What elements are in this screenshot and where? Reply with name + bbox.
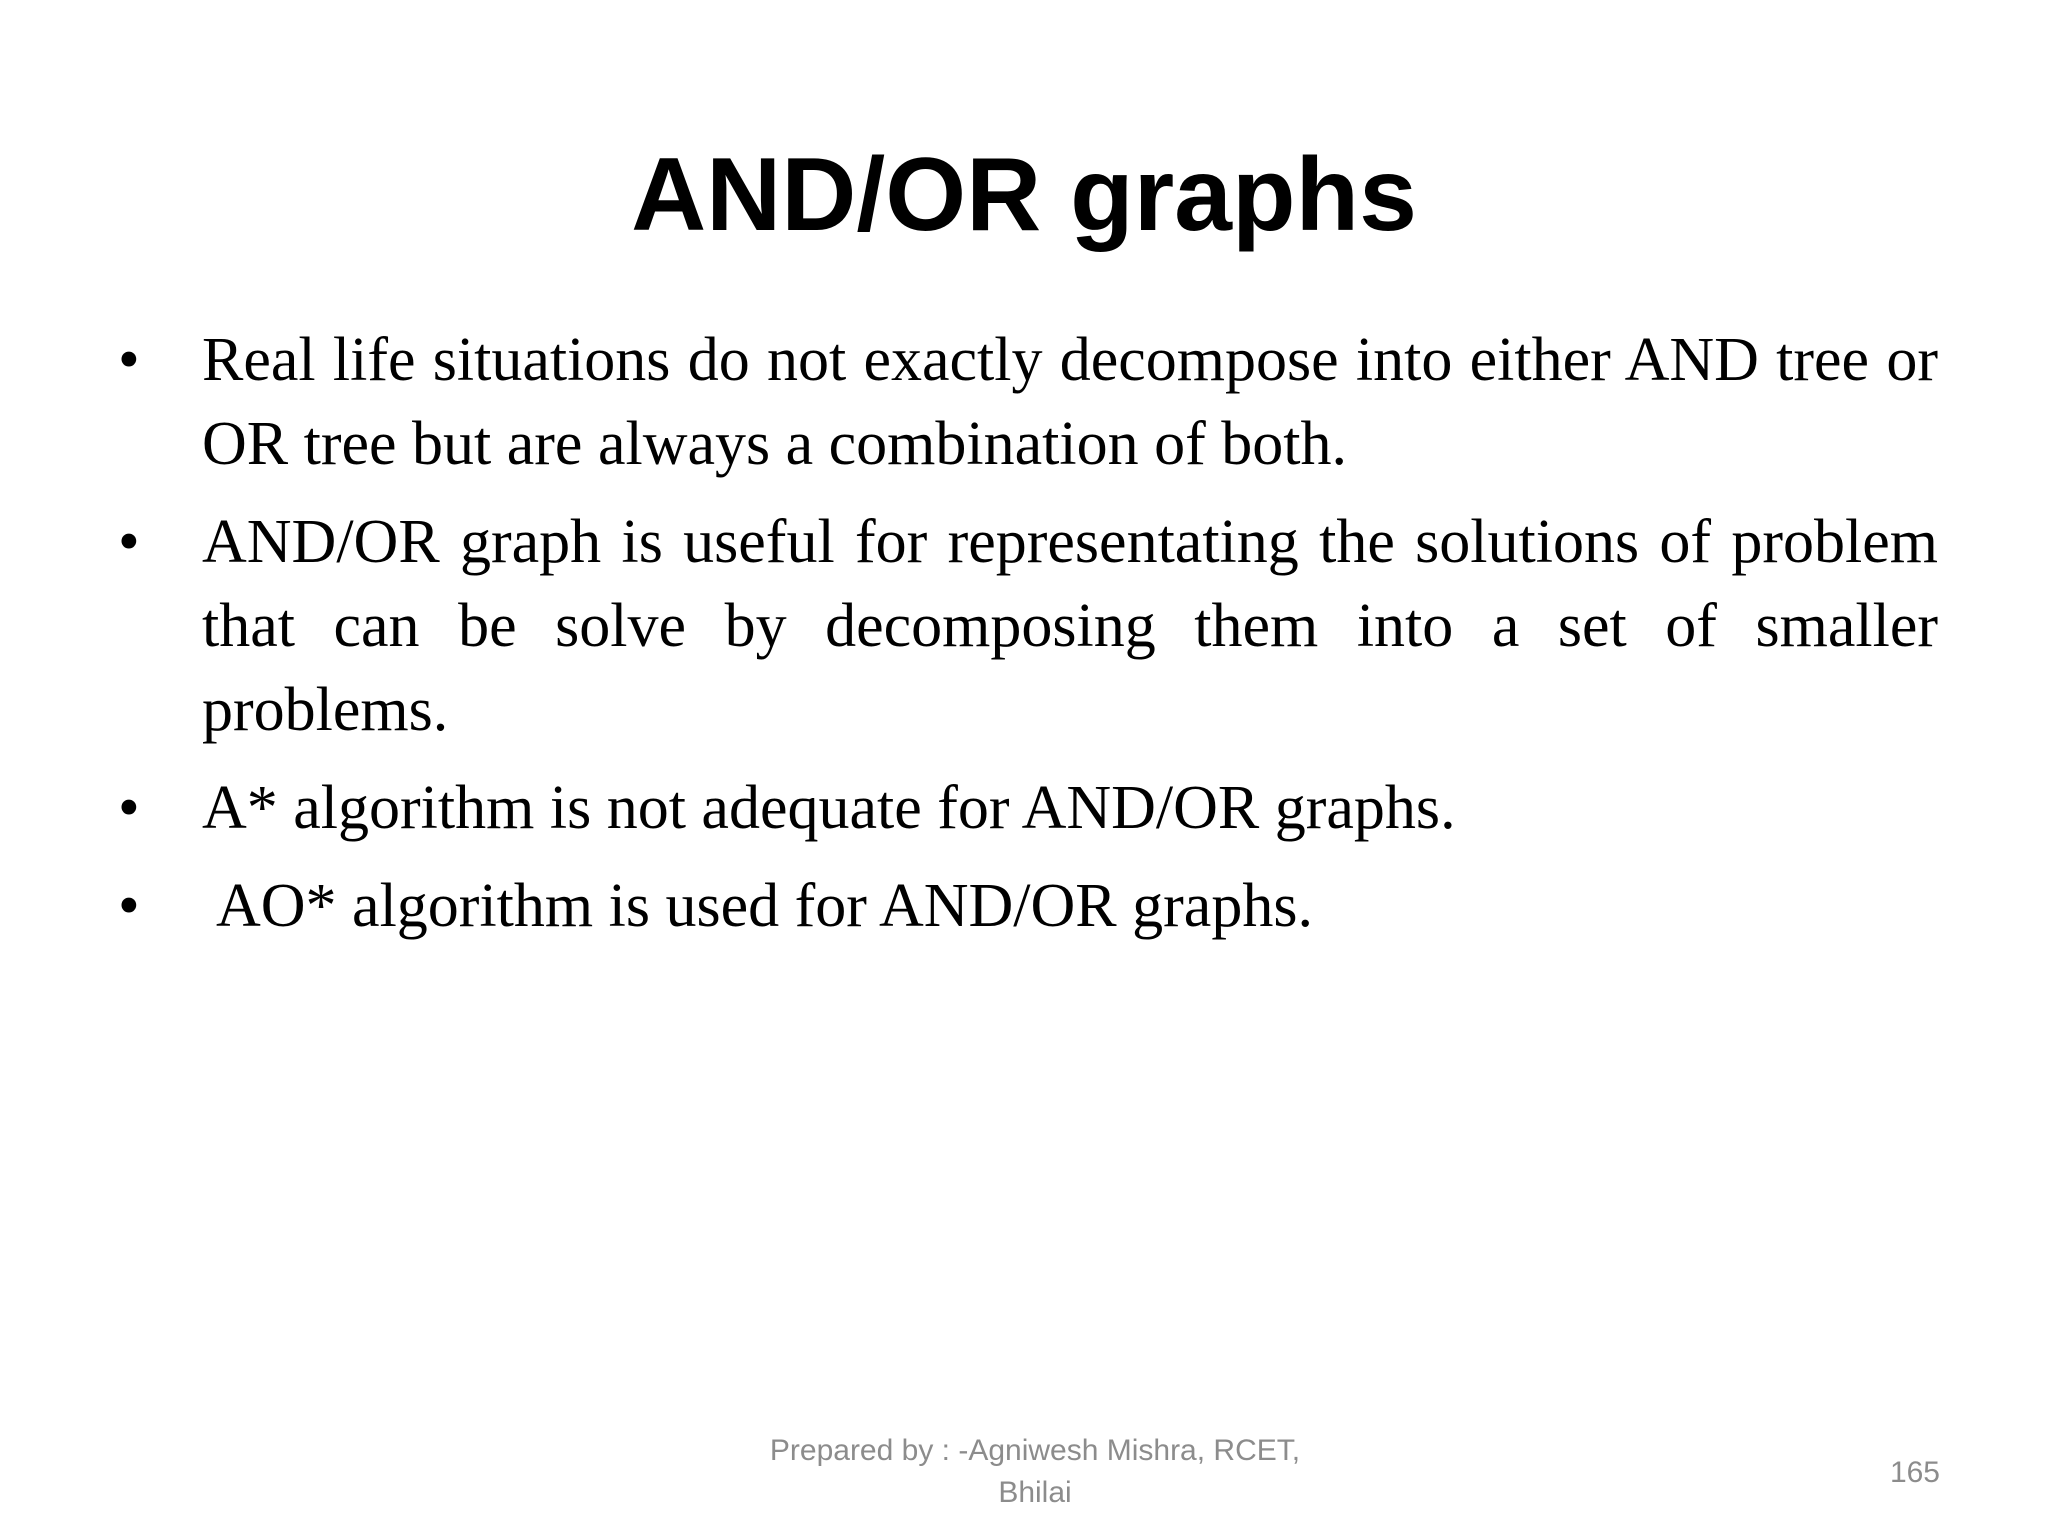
- footer-author: [700, 1430, 1370, 1514]
- bullet-dot-icon: •: [118, 872, 140, 940]
- bullet-text: AO* algorithm is used for AND/OR graphs.: [216, 872, 1313, 940]
- bullet-text: Real life situations do not exactly decompose into either AND tree or OR tree but are always a combination of both.: [202, 326, 1938, 478]
- bullet-item: [118, 766, 1938, 850]
- footer-author-line2: Bhilai: [998, 1476, 1072, 1509]
- bullet-item: [118, 864, 1938, 948]
- bullet-dot-icon: •: [118, 326, 140, 394]
- bullet-list: [118, 318, 1938, 962]
- bullet-item: [118, 318, 1938, 486]
- slide-title: AND/OR graphs: [631, 137, 1417, 253]
- bullet-text: AND/OR graph is useful for representating the solutions of problem that can be solve by decomposing them into a set of smaller problems.: [202, 508, 1938, 744]
- bullet-item: [118, 500, 1938, 752]
- bullet-dot-icon: •: [118, 508, 140, 576]
- bullet-text: A* algorithm is not adequate for AND/OR graphs.: [202, 774, 1456, 842]
- footer-author-line1: Prepared by : -Agniwesh Mishra, RCET,: [769, 1434, 1301, 1467]
- bullet-dot-icon: •: [118, 774, 140, 842]
- page-number: 165: [1889, 1456, 1940, 1489]
